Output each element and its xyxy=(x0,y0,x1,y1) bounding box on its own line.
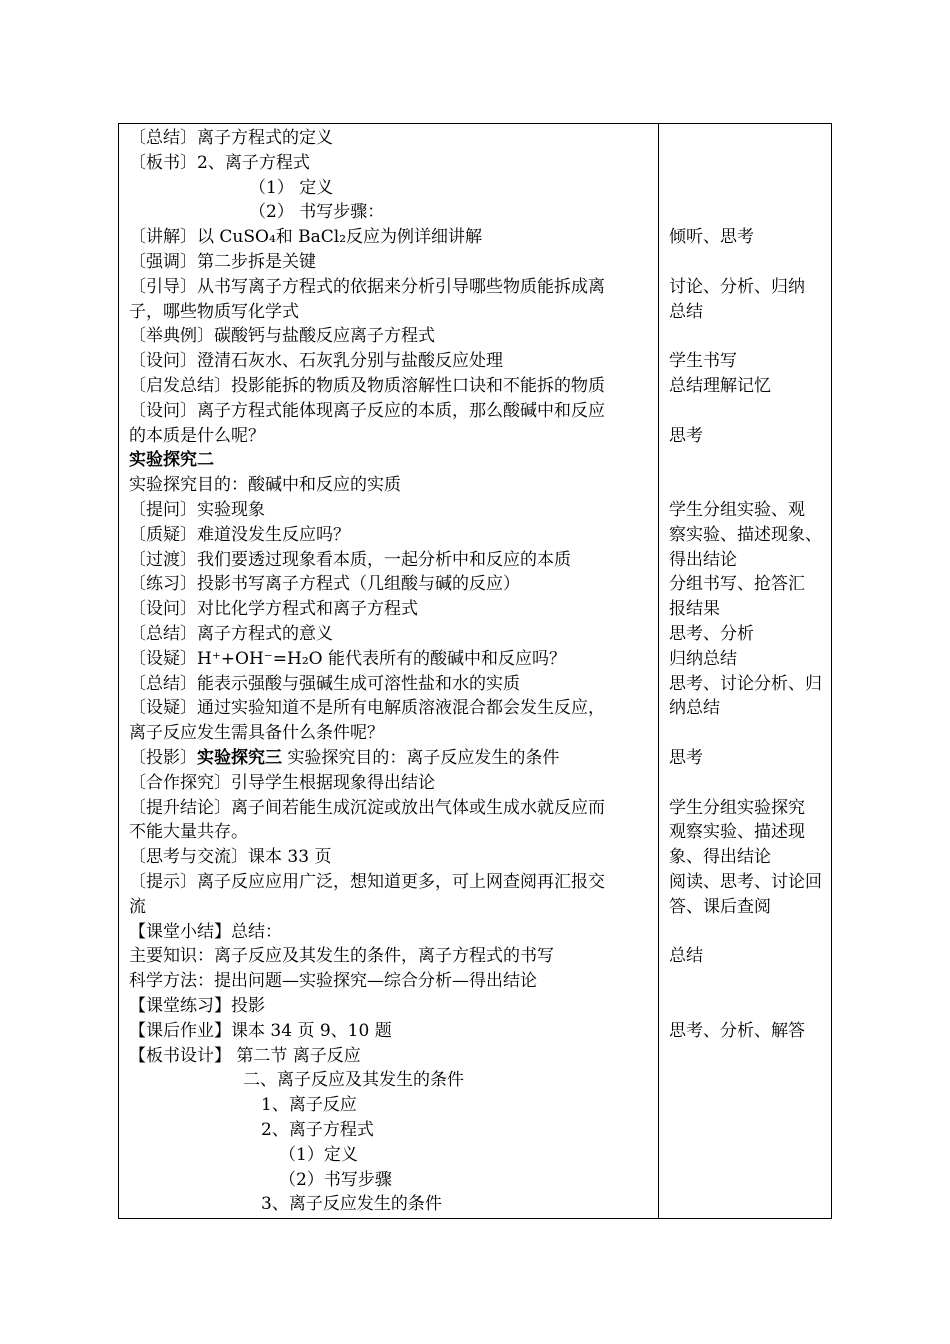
left-line: 实验探究二 xyxy=(129,450,214,471)
left-line: 〔总结〕离子方程式的意义 xyxy=(129,624,333,644)
left-line: 〔引导〕从书写离子方程式的依据来分析引导哪些物质能拆成离 xyxy=(129,276,605,297)
left-line: （2）书写步骤 xyxy=(279,1169,392,1190)
right-line: 总结 xyxy=(669,946,703,967)
left-line: 〔总结〕离子方程式的定义 xyxy=(129,128,333,148)
right-line: 学生书写 xyxy=(669,351,737,372)
left-line: 【课堂小结】总结： xyxy=(129,921,282,942)
left-line: 不能大量共存。 xyxy=(129,822,248,843)
left-line: 〔强调〕第二步拆是关键 xyxy=(129,252,316,272)
left-line: （1） 定义 xyxy=(249,177,334,198)
left-line: 〔举典例〕碳酸钙与盐酸反应离子方程式 xyxy=(129,326,435,347)
right-line: 观察实验、描述现 xyxy=(669,822,805,843)
left-line: 流 xyxy=(129,896,146,917)
right-line: 纳总结 xyxy=(669,698,720,719)
left-line: 离子反应发生需具备什么条件呢？ xyxy=(129,723,384,744)
left-line: 【课后作业】课本 34 页 9、10 题 xyxy=(129,1020,392,1041)
left-line: 3、离子反应发生的条件 xyxy=(261,1194,442,1215)
left-line: 子，哪些物质写化学式 xyxy=(129,301,299,322)
left-line: 〔启发总结〕投影能拆的物质及物质溶解性口诀和不能拆的物质 xyxy=(129,376,605,396)
right-line: 思考、分析、解答 xyxy=(669,1020,805,1041)
left-line: 1、离子反应 xyxy=(261,1095,357,1116)
right-line: 归纳总结 xyxy=(669,648,737,669)
left-line: 〔设问〕离子方程式能体现离子反应的本质，那么酸碱中和反应 xyxy=(129,400,605,421)
right-line: 阅读、思考、讨论回 xyxy=(669,872,822,892)
right-line: 倾听、思考 xyxy=(669,227,754,248)
left-line: （2） 书写步骤： xyxy=(249,202,385,223)
left-line: 2、离子方程式 xyxy=(261,1120,374,1140)
left-line: 〔质疑〕难道没发生反应吗？ xyxy=(129,524,350,545)
left-line: 〔提升结论〕离子间若能生成沉淀或放出气体或生成水就反应而 xyxy=(129,797,605,818)
right-line: 得出结论 xyxy=(669,549,737,570)
lesson-table xyxy=(118,123,832,1219)
right-line: 思考 xyxy=(669,425,703,446)
left-line: 的本质是什么呢？ xyxy=(129,425,265,446)
right-line: 报结果 xyxy=(669,599,720,620)
left-line: 〔设问〕对比化学方程式和离子方程式 xyxy=(129,599,418,620)
right-line: 讨论、分析、归纳 xyxy=(669,276,805,297)
left-line: 〔讲解〕以 CuSO₄和 BaCl₂反应为例详细讲解 xyxy=(129,227,483,248)
right-line: 分组书写、抢答汇 xyxy=(669,574,805,595)
right-line: 象、得出结论 xyxy=(669,847,771,868)
left-line: 实验探究目的：酸碱中和反应的实质 xyxy=(129,475,401,496)
left-line: 〔思考与交流〕课本 33 页 xyxy=(129,847,332,868)
right-line: 学生分组实验探究 xyxy=(669,797,805,818)
left-line: 〔提示〕离子反应应用广泛，想知道更多，可上网查阅再汇报交 xyxy=(129,872,605,892)
left-line: 〔设疑〕H⁺+OH⁻=H₂O 能代表所有的酸碱中和反应吗？ xyxy=(129,648,567,669)
left-line: 主要知识：离子反应及其发生的条件，离子方程式的书写 xyxy=(129,946,554,967)
right-line: 思考 xyxy=(669,748,703,768)
left-line: 【课堂练习】投影 xyxy=(129,996,265,1016)
left-line: 〔设问〕澄清石灰水、石灰乳分别与盐酸反应处理 xyxy=(129,351,503,372)
right-line: 总结 xyxy=(669,301,703,322)
left-line: 〔板书〕2、离子方程式 xyxy=(129,152,310,173)
right-line: 察实验、描述现象、 xyxy=(669,524,822,545)
left-line: （1）定义 xyxy=(279,1144,358,1165)
left-line: 〔提问〕实验现象 xyxy=(129,500,265,520)
right-line: 学生分组实验、观 xyxy=(669,500,805,520)
right-line: 答、课后查阅 xyxy=(669,896,771,917)
left-line: 【板书设计】 第二节 离子反应 xyxy=(129,1045,361,1066)
left-line: 〔练习〕投影书写离子方程式（几组酸与碱的反应） xyxy=(129,574,520,595)
left-line: 二、离子反应及其发生的条件 xyxy=(243,1070,464,1091)
left-line: 〔合作探究〕引导学生根据现象得出结论 xyxy=(129,772,435,793)
right-line: 总结理解记忆 xyxy=(669,376,771,396)
left-line: 科学方法：提出问题—实验探究—综合分析—得出结论 xyxy=(129,971,537,992)
left-line: 〔总结〕能表示强酸与强碱生成可溶性盐和水的实质 xyxy=(129,673,520,694)
left-line: 〔设疑〕通过实验知道不是所有电解质溶液混合都会发生反应， xyxy=(129,698,605,719)
left-line: 〔投影〕实验探究三 实验探究目的：离子反应发生的条件 xyxy=(129,748,560,768)
right-line: 思考、讨论分析、归 xyxy=(669,673,822,694)
column-divider xyxy=(658,124,659,1218)
left-line: 〔过渡〕我们要透过现象看本质，一起分析中和反应的本质 xyxy=(129,549,571,570)
right-line: 思考、分析 xyxy=(669,624,754,644)
